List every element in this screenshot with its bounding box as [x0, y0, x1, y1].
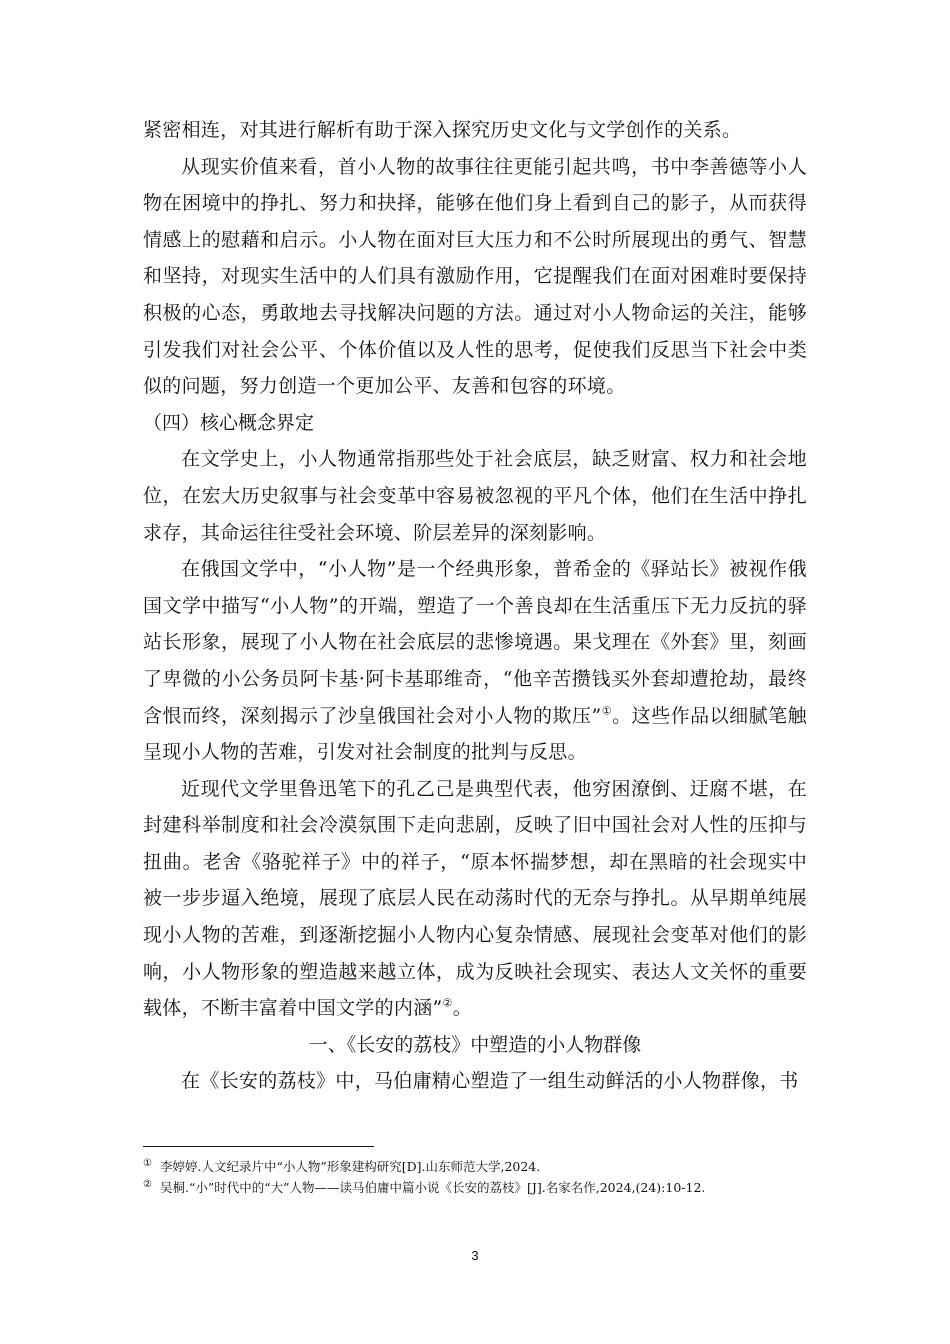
paragraph-modern-literature: [143, 771, 807, 1027]
paragraph-text: 。: [452, 997, 472, 1020]
body-text: [143, 112, 807, 1100]
paragraph-chapter-intro: 在《长安的荔枝》中，马伯庸精心塑造了一组生动鲜活的小人物群像，书: [181, 1070, 799, 1093]
paragraph-text: 近现代文学里鲁迅笔下的孔乙己是典型代表，他穷困潦倒、迂腐不堪，在封建科举制度和社会冷漠氛围下走向悲剧，反映了旧中国社会对人性的压抑与扭曲。老舍《骆驼祥子》中的祥子，“原本怀揣梦想，却在黑暗的社会现实中被一步步逼入绝境，展现了底层人民在动荡时代的无奈与挣扎。从早期单纯展现小人物的苦难，到逐渐挖掘小人物内心复杂情感、展现社会变革对他们的影响，小人物形象的塑造越来越立体，成为反映社会现实、表达人文关怀的重要载体，不断丰富着中国文学的内涵”: [143, 777, 807, 1020]
paragraph-text: 。这些作品以细腻笔触呈现小人物的苦难，引发对社会制度的批判与反思。: [143, 704, 807, 764]
paragraph-continued: 紧密相连，对其进行解析有助于深入探究历史文化与文学创作的关系。: [143, 119, 742, 141]
footnote-mark: ②: [143, 1178, 152, 1190]
footnote-divider: [143, 1146, 374, 1147]
section-heading: （四）核心概念界定: [143, 411, 315, 434]
footnote-reference[interactable]: ②: [442, 996, 453, 1010]
paragraph-russian-literature: [143, 551, 807, 771]
chapter-heading: 一、《长安的荔枝》中塑造的小人物群像: [308, 1033, 642, 1056]
paragraph-definition: 在文学史上，小人物通常指那些处于社会底层，缺乏财富、权力和社会地位，在宏大历史叙事与社会变革中容易被忽视的平凡个体，他们在生活中挣扎求存，其命运往往受社会环境、阶层差异的深刻影响。: [143, 448, 807, 544]
page-number: 3: [471, 1248, 479, 1263]
footnote-reference[interactable]: ①: [601, 704, 613, 718]
paragraph-practical-value: 从现实价值来看，首小人物的故事往往更能引起共鸣，书中李善德等小人物在困境中的挣扎、努力和抉择，能够在他们身上看到自己的影子，从而获得情感上的慰藉和启示。小人物在面对巨大压力和不公时所展现出的勇气、智慧和坚持，对现实生活中的人们具有激励作用，它提醒我们在面对困难时要保持积极的心态，勇敢地去寻找解决问题的方法。通过对小人物命运的关注，能够引发我们对社会公平、个体价值以及人性的思考，促使我们反思当下社会中类似的问题，努力创造一个更加公平、友善和包容的环境。: [143, 155, 807, 398]
footnote: [143, 1177, 807, 1198]
footnote: [143, 1156, 807, 1177]
footnotes: [143, 1156, 807, 1198]
footnote-text: 李婷婷.人文纪录片中“小人物”形象建构研究[D].山东师范大学,2024.: [159, 1159, 541, 1174]
paragraph-text: 在俄国文学中，“小人物”是一个经典形象，普希金的《驿站长》被视作俄国文学中描写“小人物”的开端，塑造了一个善良却在生活重压下无力反抗的驿站长形象，展现了小人物在社会底层的悲惨境遇。果戈理在《外套》里，刻画了卑微的小公务员阿卡基·阿卡基耶维奇，“他辛苦攒钱买外套却遭抢劫，最终含恨而终，深刻揭示了沙皇俄国社会对小人物的欺压”: [143, 558, 807, 727]
footnote-text: 吴桐.“小”时代中的“大”人物——读马伯庸中篇小说《长安的荔枝》[J].名家名作,2024,(24):10-12.: [159, 1180, 706, 1195]
footnote-mark: ①: [143, 1157, 152, 1169]
